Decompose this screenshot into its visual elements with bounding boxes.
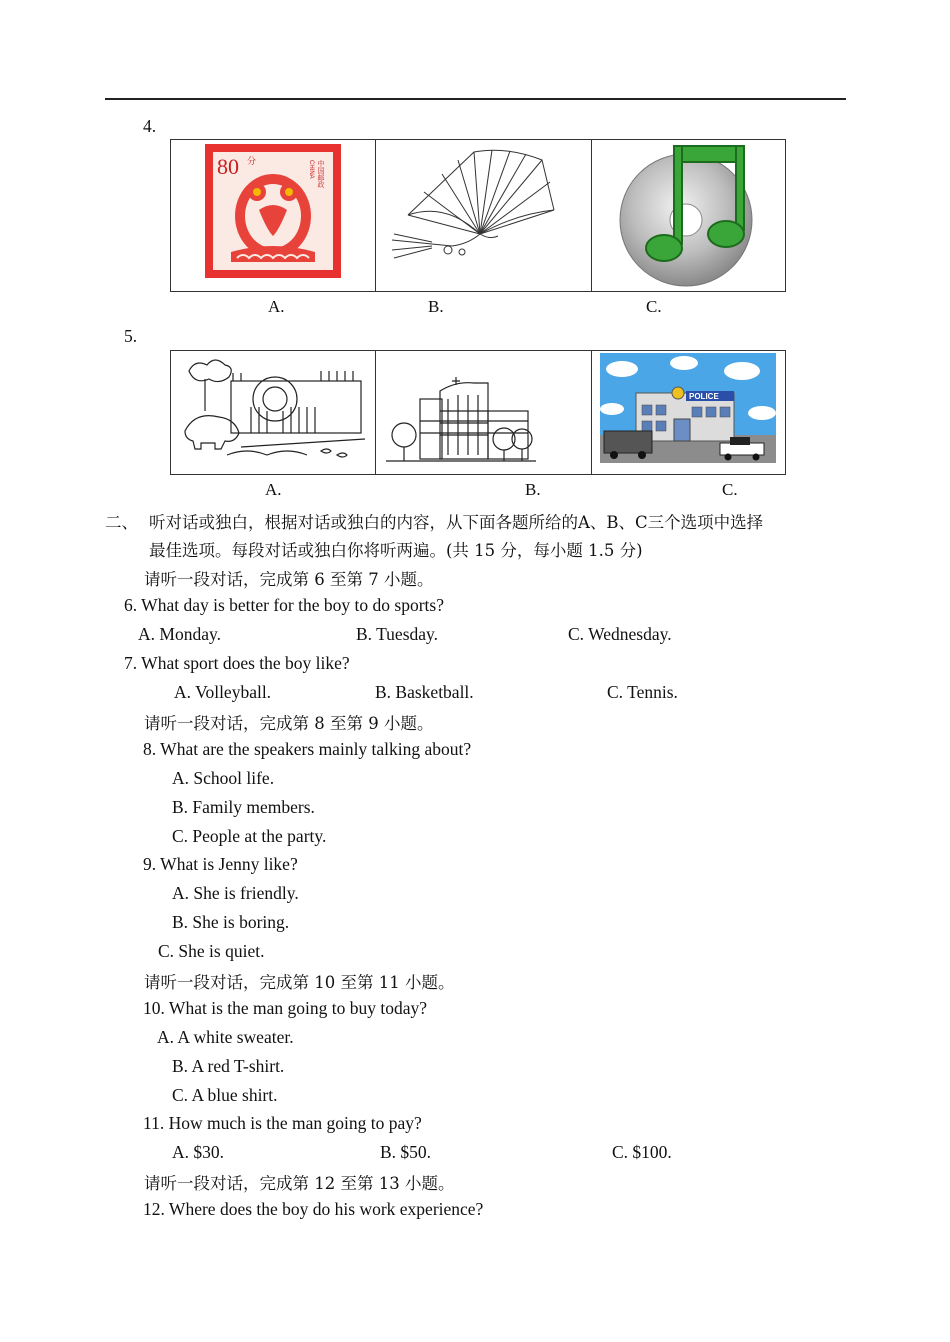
q4-picture-table (170, 139, 786, 292)
police-sign: POLICE (689, 392, 719, 401)
q7-option-c: C. Tennis. (607, 682, 678, 702)
q9-option-c: C. She is quiet. (158, 941, 265, 961)
question-5-number: 5. (124, 326, 138, 346)
q6-option-c: C. Wednesday. (568, 624, 672, 644)
q10-option-a: A. A white sweater. (157, 1027, 294, 1047)
stamp-country: CHINA (308, 160, 314, 179)
q6-option-b: B. Tuesday. (356, 624, 439, 644)
q4-option-b-label: B. (428, 297, 444, 316)
header-rule (105, 98, 846, 100)
q8-option-a: A. School life. (172, 768, 275, 788)
police-van (604, 431, 652, 453)
section-2-instruction-line1: 听对话或独白，根据对话或独白的内容，从下面各题所给的A、B、C三个选项中选择 (149, 513, 764, 532)
fan-ribs (408, 150, 554, 234)
question-11: 11. How much is the man going to pay? (143, 1113, 422, 1133)
question-4-number: 4. (143, 116, 157, 136)
q7-option-b: B. Basketball. (375, 682, 474, 702)
group-intro-6-7: 请听一段对话，完成第 6 至第 7 小题。 (144, 570, 434, 589)
q9-option-b: B. She is boring. (172, 912, 290, 932)
question-8: 8. What are the speakers mainly talking about? (143, 739, 472, 759)
q4-option-a-label: A. (268, 297, 285, 316)
stamp-value: 80 (217, 154, 239, 179)
police-station-image (592, 351, 785, 474)
q8-option-c: C. People at the party. (172, 826, 327, 846)
q5-option-b-picture (376, 351, 592, 475)
group-intro-12-13: 请听一段对话，完成第 12 至第 13 小题。 (144, 1174, 455, 1193)
q4-option-c-label: C. (646, 297, 662, 316)
hospital-image (376, 351, 591, 474)
folding-fan-image (376, 140, 591, 291)
zoo-image (171, 351, 375, 474)
q11-option-c: C. $100. (612, 1142, 672, 1162)
q9-option-a: A. She is friendly. (172, 883, 299, 903)
q8-option-b: B. Family members. (172, 797, 315, 817)
stamp-cent-mark: 分 (247, 156, 257, 166)
question-9: 9. What is Jenny like? (143, 854, 298, 874)
question-12: 12. Where does the boy do his work experience? (143, 1199, 484, 1219)
q4-option-a-picture (171, 140, 376, 292)
q11-option-b: B. $50. (380, 1142, 432, 1162)
police-badge-icon (672, 387, 684, 399)
question-7: 7. What sport does the boy like? (124, 653, 350, 673)
q5-option-c-label: C. (722, 480, 738, 499)
stamp-label: 中国邮政 (317, 160, 325, 188)
q5-picture-table (170, 350, 786, 475)
question-6: 6. What day is better for the boy to do sports? (124, 595, 444, 615)
postage-stamp-image (171, 140, 375, 291)
q11-option-a: A. $30. (172, 1142, 225, 1162)
q7-option-a: A. Volleyball. (174, 682, 272, 702)
q10-option-c: C. A blue shirt. (172, 1085, 278, 1105)
q5-option-a-picture (171, 351, 376, 475)
fan-tassel (392, 234, 498, 258)
music-cd-image (592, 140, 785, 291)
q4-option-c-picture (592, 140, 786, 292)
q4-option-b-picture (376, 140, 592, 292)
lion-sign (253, 377, 297, 421)
q5-option-a-label: A. (265, 480, 282, 499)
section-2-instruction-line2: 最佳选项。每段对话或独白你将听两遍。(共 15 分，每小题 1.5 分) (149, 541, 643, 560)
q5-option-c-picture (592, 351, 786, 475)
tree (189, 360, 231, 382)
group-intro-10-11: 请听一段对话，完成第 10 至第 11 小题。 (144, 973, 455, 992)
q5-option-b-label: B. (525, 480, 541, 499)
group-intro-8-9: 请听一段对话，完成第 8 至第 9 小题。 (144, 714, 434, 733)
station-door (674, 419, 690, 441)
question-10: 10. What is the man going to buy today? (143, 998, 428, 1018)
section-2-number: 二、 (105, 513, 138, 532)
q6-option-a: A. Monday. (138, 624, 221, 644)
q10-option-b: B. A red T-shirt. (172, 1056, 285, 1076)
